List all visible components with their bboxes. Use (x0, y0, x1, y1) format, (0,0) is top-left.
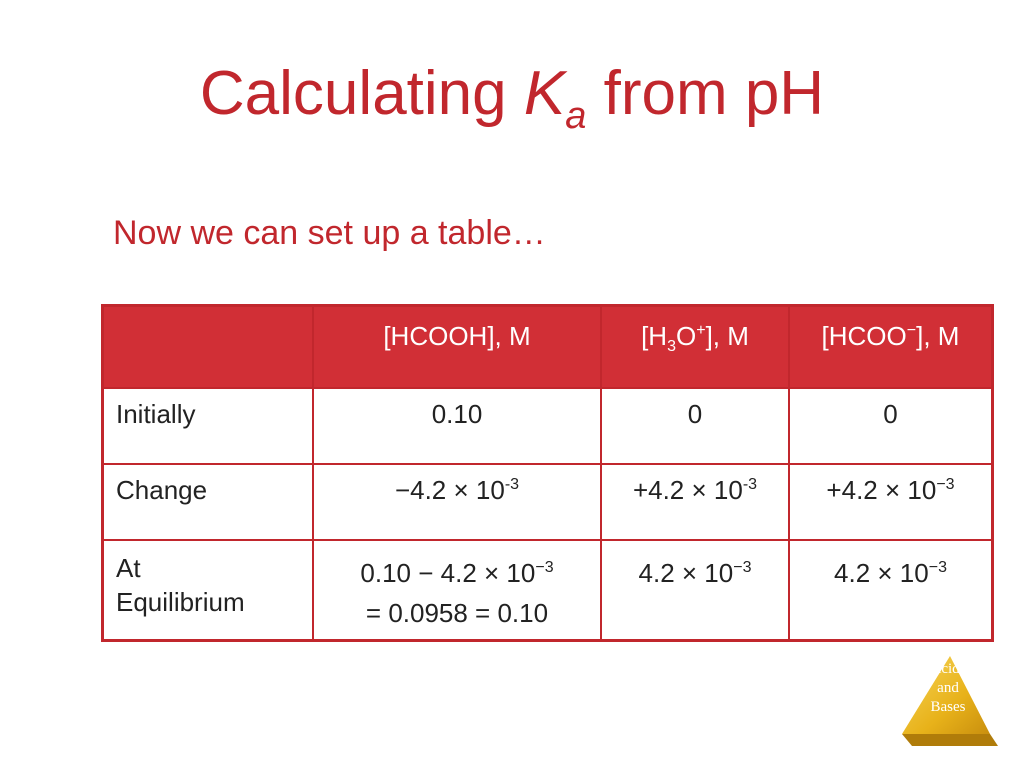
header-h3o-superscript: + (696, 322, 706, 339)
table-row-change (103, 464, 993, 540)
change-hcooh-exponent: -3 (504, 476, 520, 493)
row-label-equilibrium (103, 540, 314, 640)
logo-line-bases: Bases (930, 699, 966, 715)
row-label-equilibrium-line1: At (116, 553, 141, 583)
slide-subtitle: Now we can set up a table… (113, 214, 546, 252)
header-hcoo-part2: ], M (916, 321, 960, 351)
logo-line-and: and (937, 680, 959, 696)
row-label-equilibrium-line2: Equilibrium (116, 587, 245, 617)
ice-table (101, 304, 994, 642)
initially-h3o: 0 (601, 388, 789, 464)
logo-label (898, 660, 998, 717)
change-h3o-exponent: -3 (742, 476, 758, 493)
header-h3o-part2: O (675, 321, 697, 351)
table-header-row (103, 306, 993, 389)
pyramid-base-shadow (902, 734, 998, 746)
equilibrium-h3o (601, 540, 789, 640)
change-h3o-base: +4.2 × 10 (632, 475, 743, 505)
header-hcoo (789, 306, 993, 389)
row-label-change: Change (103, 464, 314, 540)
header-h3o-part1: [H (641, 321, 668, 351)
equilibrium-hcooh-line1 (322, 551, 592, 590)
header-h3o-subscript: 3 (667, 338, 676, 355)
equilibrium-h3o-exponent: −3 (733, 559, 752, 576)
header-h3o (601, 306, 789, 389)
header-empty-cell (103, 306, 314, 389)
equilibrium-hcooh-base: 0.10 − 4.2 × 10 (360, 558, 536, 588)
header-h3o-part3: ], M (705, 321, 749, 351)
change-h3o (601, 464, 789, 540)
change-hcoo (789, 464, 993, 540)
equilibrium-h3o-base: 4.2 × 10 (638, 558, 734, 588)
title-subscript: a (565, 95, 587, 137)
title-suffix: from pH (586, 59, 825, 128)
header-hcoo-superscript: − (906, 322, 917, 339)
equilibrium-hcoo (789, 540, 993, 640)
title-prefix: Calculating (199, 59, 524, 128)
table-row-equilibrium (103, 540, 993, 640)
equilibrium-hcooh (313, 540, 601, 640)
equilibrium-hcooh-line2: = 0.0958 = 0.10 (365, 598, 549, 628)
equilibrium-hcoo-base: 4.2 × 10 (834, 558, 929, 588)
equilibrium-hcooh-exponent: −3 (535, 559, 554, 576)
table-row-initially (103, 388, 993, 464)
initially-hcooh: 0.10 (313, 388, 601, 464)
slide-title (0, 58, 1024, 152)
equilibrium-hcoo-exponent: −3 (928, 559, 947, 576)
row-label-initially: Initially (103, 388, 314, 464)
change-hcoo-exponent: −3 (936, 476, 955, 493)
change-hcooh-base: −4.2 × 10 (394, 475, 505, 505)
header-hcoo-part1: [HCOO (821, 321, 907, 351)
change-hcoo-base: +4.2 × 10 (826, 475, 937, 505)
header-hcooh: [HCOOH], M (313, 306, 601, 389)
change-hcooh (313, 464, 601, 540)
initially-hcoo: 0 (789, 388, 993, 464)
title-variable: K (523, 59, 566, 128)
logo-line-acids: Acids (930, 661, 966, 677)
